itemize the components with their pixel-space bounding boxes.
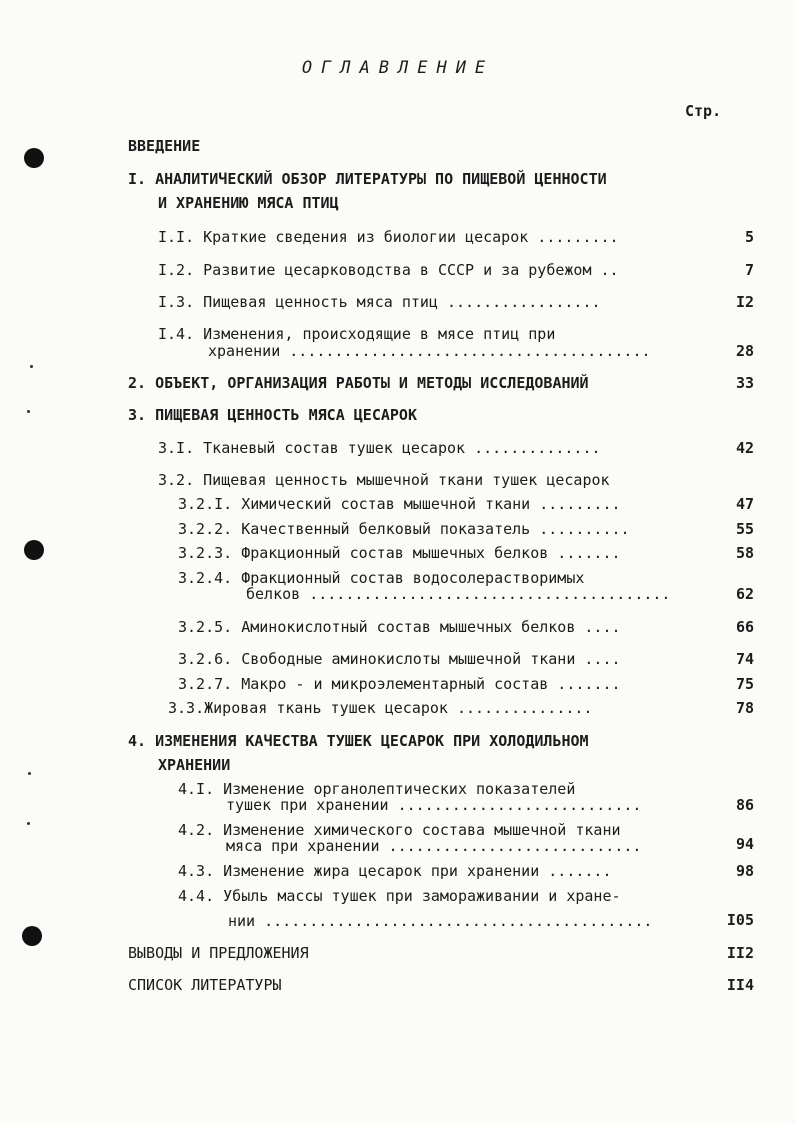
toc-page-3-2-1: 47 — [735, 495, 754, 513]
toc-page-3-1: 42 — [735, 439, 754, 457]
toc-entry-3-2-3: 3.2.3. Фракционный состав мышечных белков ....... — [178, 544, 621, 562]
toc-page-3-2-3: 58 — [735, 544, 754, 562]
toc-entry-chapter4: 4. ИЗМЕНЕНИЯ КАЧЕСТВА ТУШЕК ЦЕСАРОК ПРИ ХОЛОДИЛЬНОМ — [128, 732, 589, 750]
toc-entry-3-2-5: 3.2.5. Аминокислотный состав мышечных белков .... — [178, 618, 621, 636]
toc-entry-references: СПИСОК ЛИТЕРАТУРЫ — [128, 976, 282, 994]
toc-entry-1-1: I.I. Краткие сведения из биологии цесарок ......... — [158, 228, 619, 246]
toc-page-3-2-6: 74 — [735, 650, 754, 668]
toc-page-1-3: I2 — [735, 293, 754, 311]
toc-entry-3-2-1: 3.2.I. Химический состав мышечной ткани ......... — [178, 495, 621, 513]
toc-page-chapter2: 33 — [735, 374, 754, 392]
toc-page-3-3: 78 — [735, 699, 754, 717]
toc-entry-3-2-4-cont: белков ........................................ — [246, 585, 671, 603]
toc-entry-3-2-7: 3.2.7. Макро - и микроэлементарный состав ....... — [178, 675, 621, 693]
toc-entry-chapter1-cont: И ХРАНЕНИЮ МЯСА ПТИЦ — [158, 194, 339, 212]
toc-entry-1-4-cont: хранении ........................................ — [208, 342, 651, 360]
toc-page-1-1: 5 — [744, 228, 754, 246]
toc-entry-3-1: 3.I. Тканевый состав тушек цесарок .............. — [158, 439, 601, 457]
page-column-label: Стр. — [685, 102, 722, 120]
toc-entry-4-4-cont: нии ........................................... — [228, 912, 653, 930]
toc-entry-1-4: I.4. Изменения, происходящие в мясе птиц при — [158, 325, 556, 343]
toc-entry-4-2-cont: мяса при хранении ............................ — [226, 837, 642, 855]
toc-entry-1-2: I.2. Развитие цесарководства в СССР и за рубежом .. — [158, 261, 619, 279]
toc-entry-3-3: 3.3.Жировая ткань тушек цесарок ............... — [168, 699, 593, 717]
toc-page-1-4: 28 — [735, 342, 754, 360]
toc-entry-3-2: 3.2. Пищевая ценность мышечной ткани тушек цесарок — [158, 471, 610, 489]
toc-page-4-3: 98 — [735, 862, 754, 880]
toc-entry-intro: ВВЕДЕНИЕ — [128, 137, 201, 155]
toc-entry-3-2-2: 3.2.2. Качественный белковый показатель .......... — [178, 520, 630, 538]
toc-page-3-2-7: 75 — [735, 675, 754, 693]
toc-entry-chapter2: 2. ОБЪЕКТ, ОРГАНИЗАЦИЯ РАБОТЫ И МЕТОДЫ ИССЛЕДОВАНИЙ — [128, 374, 589, 392]
punch-hole — [22, 926, 42, 946]
toc-entry-3-2-6: 3.2.6. Свободные аминокислоты мышечной ткани .... — [178, 650, 621, 668]
toc-entry-1-3: I.3. Пищевая ценность мяса птиц ................. — [158, 293, 601, 311]
toc-entry-4-4: 4.4. Убыль массы тушек при замораживании и хране- — [178, 887, 621, 905]
toc-page-4-4: I05 — [726, 911, 754, 929]
punch-hole — [24, 148, 44, 168]
toc-page-3-2-4: 62 — [735, 585, 754, 603]
toc-page-references: II4 — [726, 976, 754, 994]
toc-entry-chapter4-cont: ХРАНЕНИИ — [158, 756, 231, 774]
toc-page-1-2: 7 — [744, 261, 754, 279]
toc-page-conclusions: II2 — [726, 944, 754, 962]
toc-entry-chapter1: I. АНАЛИТИЧЕСКИЙ ОБЗОР ЛИТЕРАТУРЫ ПО ПИЩЕВОЙ ЦЕННОСТИ — [128, 170, 607, 188]
toc-entry-conclusions: ВЫВОДЫ И ПРЕДЛОЖЕНИЯ — [128, 944, 309, 962]
toc-entry-3-2-4: 3.2.4. Фракционный состав водосолерастворимых — [178, 569, 585, 587]
punch-hole — [24, 540, 44, 560]
toc-page-4-2: 94 — [735, 835, 754, 853]
page-title: ОГЛАВЛЕНИЕ — [301, 58, 495, 78]
toc-page-4-1: 86 — [735, 796, 754, 814]
toc-entry-4-2: 4.2. Изменение химического состава мышечной ткани — [178, 821, 621, 839]
toc-page-3-2-5: 66 — [735, 618, 754, 636]
toc-entry-4-1-cont: тушек при хранении ........................... — [226, 796, 642, 814]
toc-entry-chapter3: 3. ПИЩЕВАЯ ЦЕННОСТЬ МЯСА ЦЕСАРОК — [128, 406, 417, 424]
scan-speck — [27, 410, 30, 413]
toc-entry-4-1: 4.I. Изменение органолептических показателей — [178, 780, 576, 798]
scan-speck — [30, 365, 33, 368]
toc-page-3-2-2: 55 — [735, 520, 754, 538]
toc-entry-4-3: 4.3. Изменение жира цесарок при хранении ....... — [178, 862, 612, 880]
scan-speck — [27, 822, 30, 825]
scan-speck — [28, 772, 31, 775]
